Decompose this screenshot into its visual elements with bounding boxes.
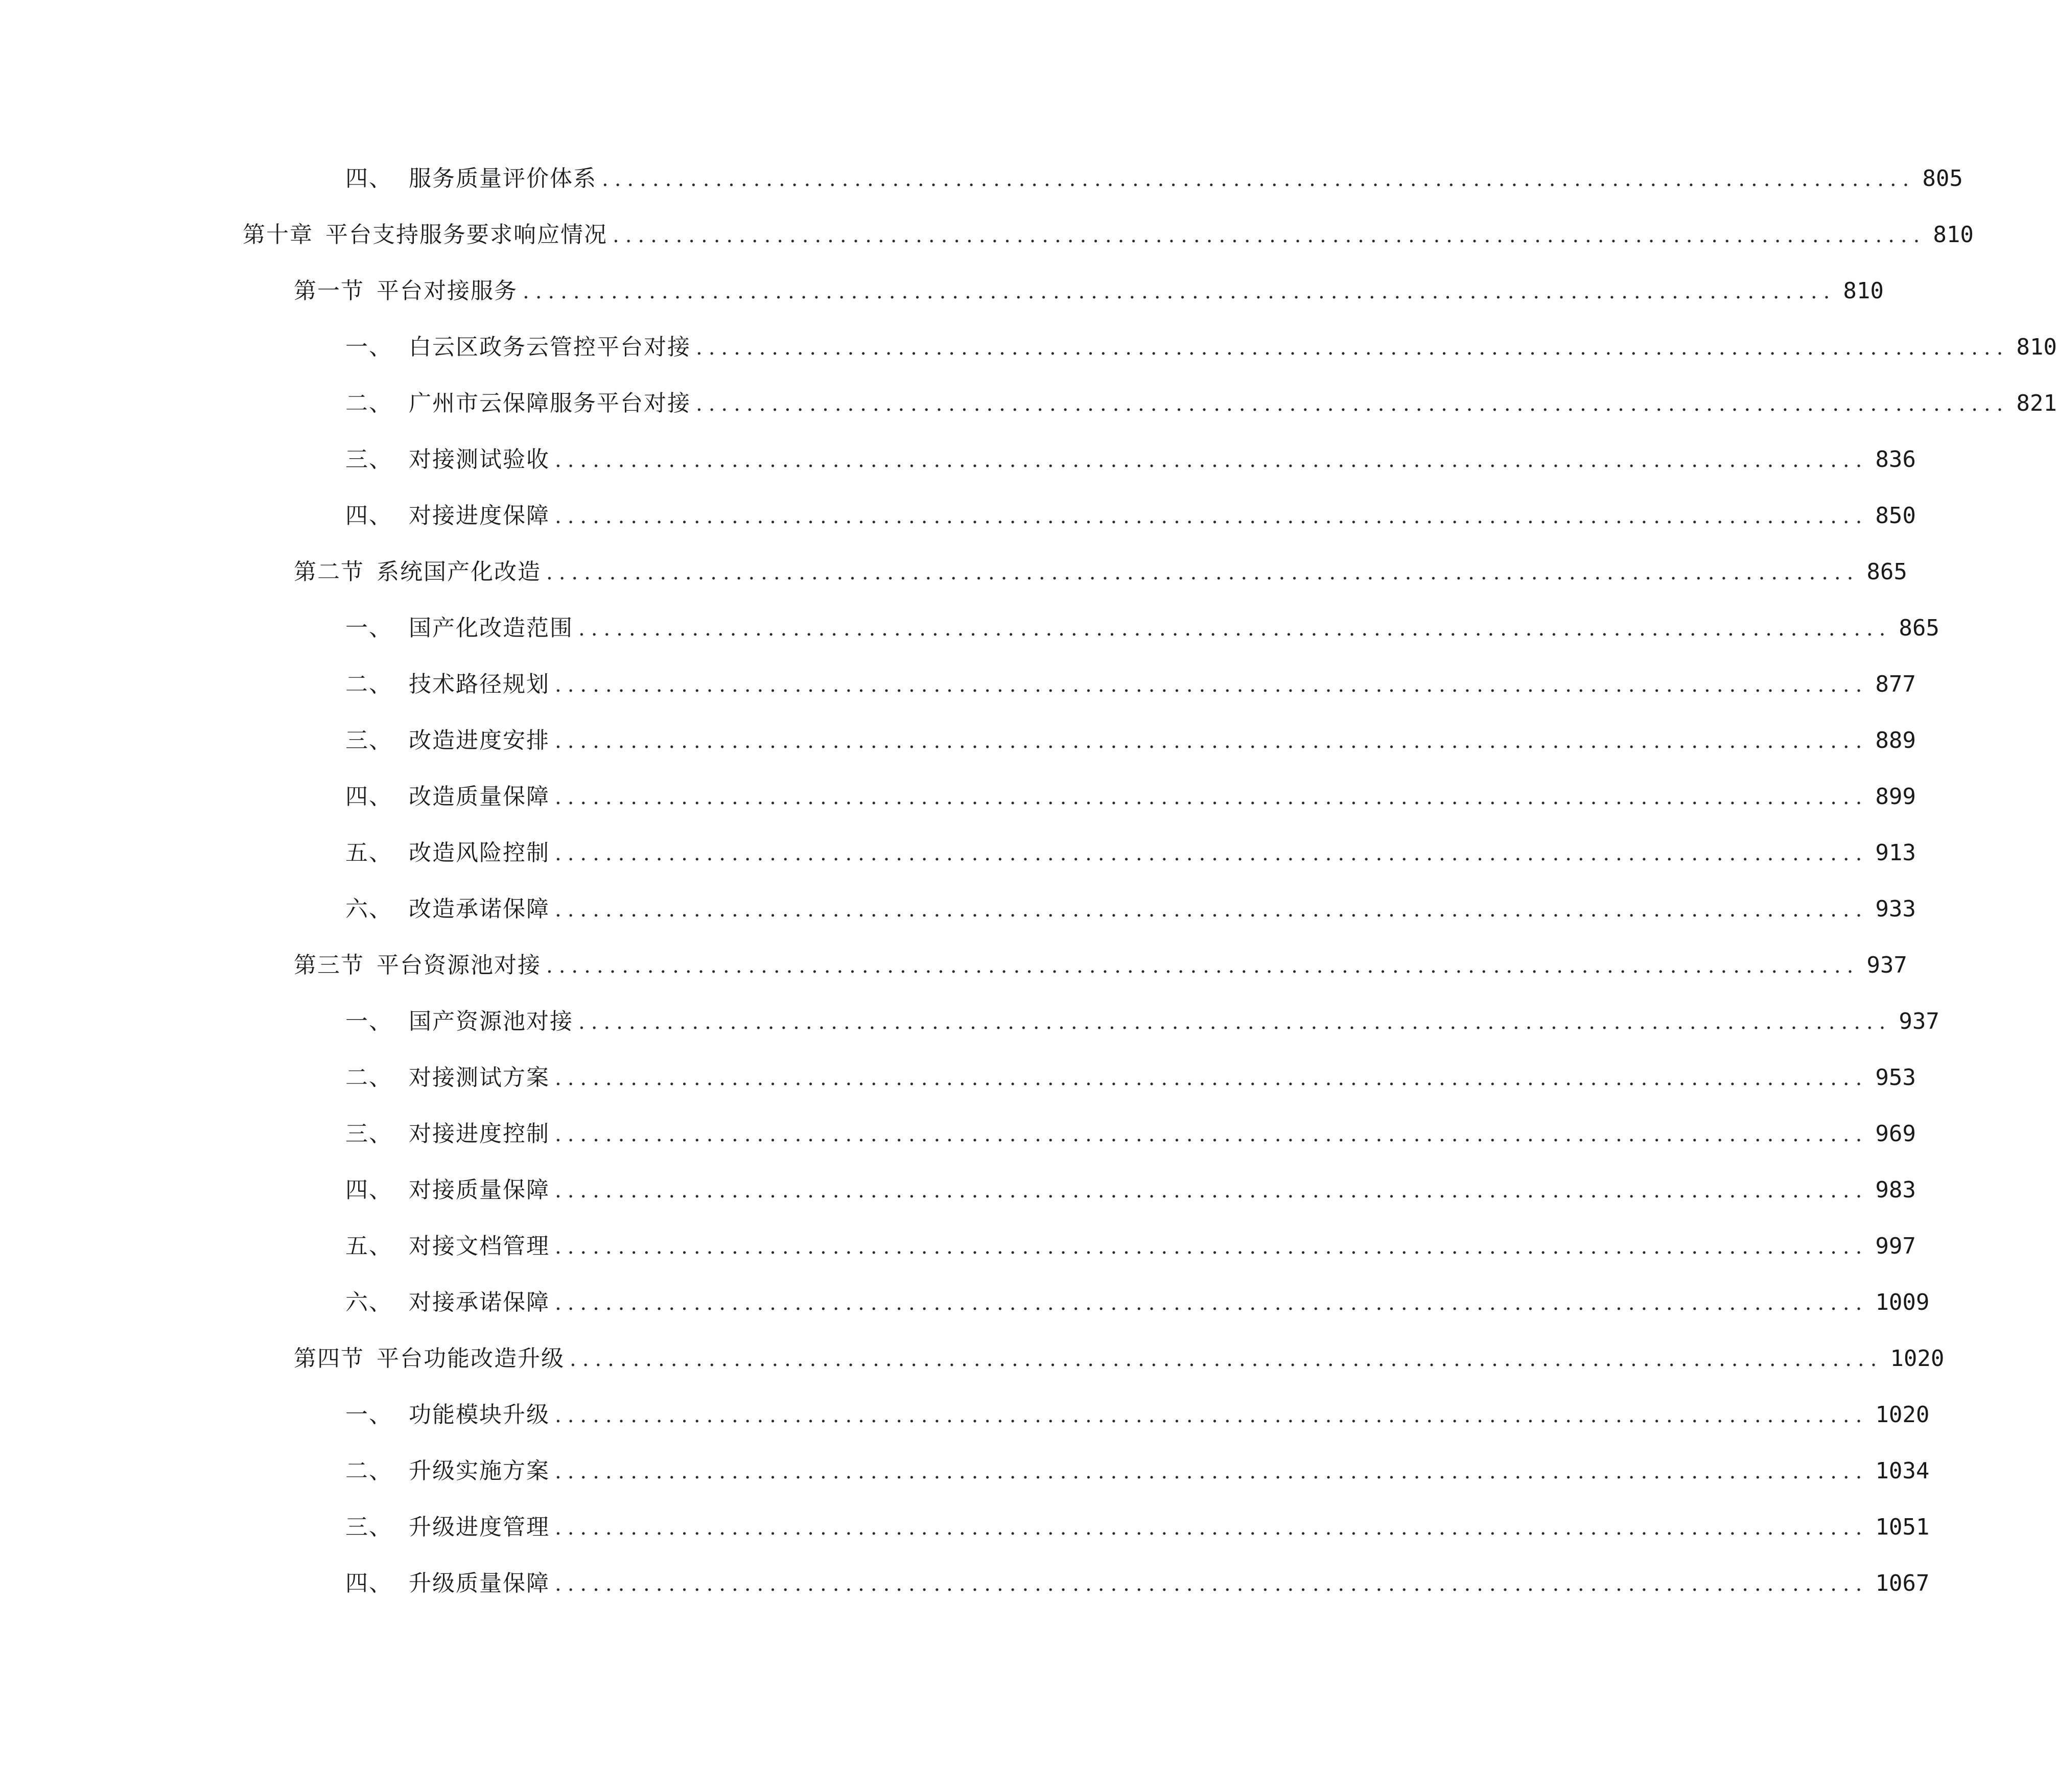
toc-entry[interactable] xyxy=(345,1057,1916,1098)
toc-entry-number: 一、 xyxy=(345,615,392,641)
toc-entry[interactable] xyxy=(345,720,1916,761)
dot-leader: ........................................................................................................ xyxy=(555,1572,1868,1596)
dot-leader: ........................................................................................................ xyxy=(555,1235,1868,1259)
dot-leader: ........................................................................................................ xyxy=(555,673,1868,697)
toc-entry-number: 第一节 xyxy=(294,278,364,304)
dot-leader: ........................................................................................................ xyxy=(578,1010,1892,1034)
toc-page-number: 953 xyxy=(1875,1065,1916,1091)
toc-entry-title: 平台资源池对接 xyxy=(377,952,541,978)
toc-entry-title: 对接进度控制 xyxy=(409,1121,550,1147)
toc-page-number: 1009 xyxy=(1875,1289,1930,1315)
toc-entry[interactable] xyxy=(345,1563,1930,1604)
toc-entry[interactable] xyxy=(345,833,1916,874)
toc-page-number: 1020 xyxy=(1875,1402,1930,1428)
toc-page-number: 805 xyxy=(1922,166,1963,192)
toc-entry[interactable] xyxy=(345,158,1963,199)
toc-entry-title: 功能模块升级 xyxy=(409,1402,550,1428)
toc-entry-number: 五、 xyxy=(345,1233,392,1259)
dot-leader: ........................................................................................................ xyxy=(613,224,1926,247)
toc-entry[interactable] xyxy=(294,945,1907,986)
toc-entry-title: 对接进度保障 xyxy=(409,503,550,529)
toc-entry-number: 四、 xyxy=(345,503,392,529)
toc-page-number: 889 xyxy=(1875,727,1916,753)
toc-entry-number: 二、 xyxy=(345,671,392,697)
toc-entry-number: 二、 xyxy=(345,1458,392,1484)
toc-entry-number: 三、 xyxy=(345,1121,392,1147)
toc-entry-title: 改造质量保障 xyxy=(409,784,550,810)
toc-entry-number: 四、 xyxy=(345,166,392,192)
toc-entry-title: 服务质量评价体系 xyxy=(409,166,597,192)
toc-entry[interactable] xyxy=(345,1001,1939,1042)
toc-entry-title: 改造承诺保障 xyxy=(409,896,550,922)
toc-entry-title: 对接文档管理 xyxy=(409,1233,550,1259)
toc-entry[interactable] xyxy=(345,1395,1930,1435)
toc-entry-number: 二、 xyxy=(345,390,392,416)
toc-entry-number: 二、 xyxy=(345,1065,392,1091)
dot-leader: ........................................................................................................ xyxy=(546,954,1860,978)
toc-entry-title: 国产化改造范围 xyxy=(409,615,573,641)
dot-leader: ........................................................................................................ xyxy=(555,898,1868,922)
toc-page-number: 865 xyxy=(1899,615,1939,641)
toc-entry[interactable] xyxy=(294,271,1884,312)
toc-page-number: 1020 xyxy=(1890,1346,1945,1372)
toc-entry-title: 改造风险控制 xyxy=(409,840,550,866)
dot-leader: ........................................................................................................ xyxy=(555,1291,1868,1315)
toc-page-number: 983 xyxy=(1875,1177,1916,1203)
toc-entry[interactable] xyxy=(345,1282,1930,1323)
toc-entry-number: 五、 xyxy=(345,840,392,866)
toc-page-number: 937 xyxy=(1899,1008,1939,1034)
toc-entry[interactable] xyxy=(345,1114,1916,1154)
toc-entry-number: 六、 xyxy=(345,1289,392,1315)
dot-leader: ........................................................................................................ xyxy=(602,168,1915,191)
toc-page-number: 836 xyxy=(1875,446,1916,473)
dot-leader: ........................................................................................................ xyxy=(555,1460,1868,1483)
toc-entry-title: 对接测试方案 xyxy=(409,1065,550,1091)
toc-entry-number: 四、 xyxy=(345,784,392,810)
dot-leader: ........................................................................................................ xyxy=(555,449,1868,472)
dot-leader: ........................................................................................................ xyxy=(546,561,1860,584)
toc-entry[interactable] xyxy=(345,1170,1916,1211)
toc-page-number: 821 xyxy=(2016,390,2057,416)
toc-entry-title: 广州市云保障服务平台对接 xyxy=(409,390,691,416)
toc-page-number: 1034 xyxy=(1875,1458,1930,1484)
dot-leader: ........................................................................................................ xyxy=(555,1123,1868,1146)
toc-page-number: 810 xyxy=(1933,222,1974,248)
toc-entry-number: 三、 xyxy=(345,446,392,473)
toc-page-number: 1051 xyxy=(1875,1514,1930,1540)
toc-page-number: 865 xyxy=(1866,559,1907,585)
dot-leader: ........................................................................................................ xyxy=(555,786,1868,809)
toc-entry-number: 四、 xyxy=(345,1177,392,1203)
toc-entry[interactable] xyxy=(345,496,1916,536)
dot-leader: ........................................................................................................ xyxy=(555,729,1868,753)
toc-entry[interactable] xyxy=(345,889,1916,930)
toc-entry-title: 升级质量保障 xyxy=(409,1570,550,1596)
toc-entry-number: 三、 xyxy=(345,727,392,753)
toc-entry-title: 对接测试验收 xyxy=(409,446,550,473)
toc-entry-title: 升级进度管理 xyxy=(409,1514,550,1540)
toc-entry-title: 系统国产化改造 xyxy=(377,559,541,585)
toc-entry-number: 六、 xyxy=(345,896,392,922)
toc-entry-number: 一、 xyxy=(345,334,392,360)
toc-entry[interactable] xyxy=(345,327,2057,368)
toc-page-number: 913 xyxy=(1875,840,1916,866)
toc-page-number: 810 xyxy=(1843,278,1884,304)
toc-page-number: 810 xyxy=(2016,334,2057,360)
toc-entry[interactable] xyxy=(345,1507,1930,1548)
toc-entry-title: 白云区政务云管控平台对接 xyxy=(409,334,691,360)
toc-entry[interactable] xyxy=(345,776,1916,817)
toc-entry[interactable] xyxy=(294,552,1907,593)
toc-entry-number: 第四节 xyxy=(294,1346,364,1372)
toc-entry-title: 国产资源池对接 xyxy=(409,1008,573,1034)
toc-entry-title: 平台支持服务要求响应情况 xyxy=(325,222,607,248)
toc-entry-number: 第二节 xyxy=(294,559,364,585)
toc-entry[interactable] xyxy=(345,608,1939,649)
toc-page-number: 933 xyxy=(1875,896,1916,922)
toc-entry-number: 一、 xyxy=(345,1008,392,1034)
toc-entry-number: 第十章 xyxy=(243,222,313,248)
toc-entry-number: 三、 xyxy=(345,1514,392,1540)
toc-entry[interactable] xyxy=(294,1338,1945,1379)
dot-leader: ........................................................................................................ xyxy=(696,392,2009,416)
dot-leader: ........................................................................................................ xyxy=(555,1404,1868,1427)
dot-leader: ........................................................................................................ xyxy=(523,280,1836,303)
toc-entry[interactable] xyxy=(345,439,1916,480)
toc-page-number: 969 xyxy=(1875,1121,1916,1147)
dot-leader: ........................................................................................................ xyxy=(555,1179,1868,1202)
toc-page-number: 899 xyxy=(1875,784,1916,810)
toc-page-number: 937 xyxy=(1866,952,1907,978)
toc-entry-number: 四、 xyxy=(345,1570,392,1596)
dot-leader: ........................................................................................................ xyxy=(578,617,1892,641)
toc-entry-title: 对接承诺保障 xyxy=(409,1289,550,1315)
toc-entry[interactable] xyxy=(345,383,2057,424)
dot-leader: ........................................................................................................ xyxy=(696,336,2009,360)
toc-entry-title: 对接质量保障 xyxy=(409,1177,550,1203)
dot-leader: ........................................................................................................ xyxy=(555,505,1868,528)
toc-entry-title: 升级实施方案 xyxy=(409,1458,550,1484)
toc-page-number: 850 xyxy=(1875,503,1916,529)
toc-entry-title: 平台对接服务 xyxy=(377,278,518,304)
toc-entry-number: 第三节 xyxy=(294,952,364,978)
dot-leader: ........................................................................................................ xyxy=(555,1067,1868,1090)
toc-entry[interactable] xyxy=(345,1226,1916,1267)
toc-entry[interactable] xyxy=(345,664,1916,705)
toc-entry-title: 技术路径规划 xyxy=(409,671,550,697)
dot-leader: ........................................................................................................ xyxy=(555,842,1868,865)
toc-entry[interactable] xyxy=(243,215,1974,255)
dot-leader: ........................................................................................................ xyxy=(570,1348,1883,1371)
toc-page-number: 1067 xyxy=(1875,1570,1930,1596)
toc-entry-number: 一、 xyxy=(345,1402,392,1428)
toc-entry[interactable] xyxy=(345,1451,1930,1492)
toc-page-number: 997 xyxy=(1875,1233,1916,1259)
toc-entry-title: 改造进度安排 xyxy=(409,727,550,753)
toc-entry-title: 平台功能改造升级 xyxy=(377,1346,565,1372)
toc-page-number: 877 xyxy=(1875,671,1916,697)
dot-leader: ........................................................................................................ xyxy=(555,1516,1868,1540)
